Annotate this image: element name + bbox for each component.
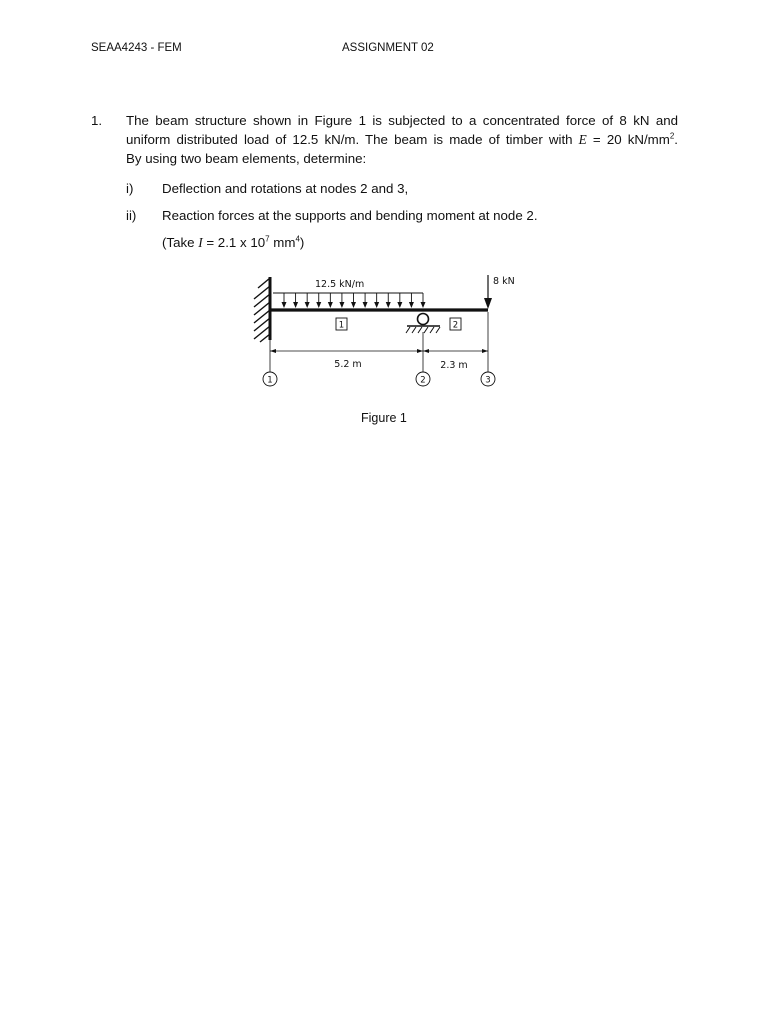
point-load-label: 8 kN [493,276,515,287]
element-2-label: 2 [452,320,459,331]
sub-question-text: Deflection and rotations at nodes 2 and 3, [162,181,409,196]
node-3-label: 3 [485,375,491,386]
question-text [126,111,678,168]
node-2-label: 2 [420,375,426,386]
given-moment-of-inertia: (Take I = 2.1 x $10^7$ $mm^4$) [162,234,305,250]
udl-arrowhead [282,302,287,308]
udl-arrowhead [409,302,414,308]
udl-arrowhead [421,302,426,308]
udl-arrowhead [351,302,356,308]
udl-arrows [282,293,426,308]
udl-arrowhead [293,302,298,308]
element-1-label: 1 [338,320,345,331]
span-1-label: 5.2 m [334,359,362,370]
udl-arrowhead [363,302,368,308]
fixed-support-hatch [254,278,270,342]
span-2-label: 2.3 m [440,360,468,371]
question-number: 1. [91,113,103,128]
sub-question-label: ii) [126,208,137,223]
sub-question-text: Reaction forces at the supports and bending moment at node 2. [162,208,538,223]
figure-caption: Figure 1 [361,411,407,425]
sub-question-label: i) [126,181,134,196]
question-line-1: The beam structure shown in Figure 1 is subjected to a concentrated force of 8 kN and [126,113,678,128]
udl-arrowhead [305,302,310,308]
beam-figure [240,262,540,402]
udl-arrowhead [397,302,402,308]
udl-arrowhead [316,302,321,308]
udl-arrowhead [386,302,391,308]
point-load-arrowhead [484,298,492,309]
roller-support [418,314,429,325]
node-1-label: 1 [267,375,273,386]
beam-diagram [240,262,540,402]
udl-arrowhead [328,302,333,308]
header-assignment-title: ASSIGNMENT 02 [342,42,434,54]
udl-arrowhead [339,302,344,308]
udl-arrowhead [374,302,379,308]
question-line-2: uniform distributed load of 12.5 kN/m. The beam is made of timber with E = 20 $kN/mm^2$. [126,131,678,147]
header-course-code: SEAA4243 - FEM [91,42,182,54]
question-line-3: By using two beam elements, determine: [126,151,367,166]
udl-label: 12.5 kN/m [315,279,365,290]
